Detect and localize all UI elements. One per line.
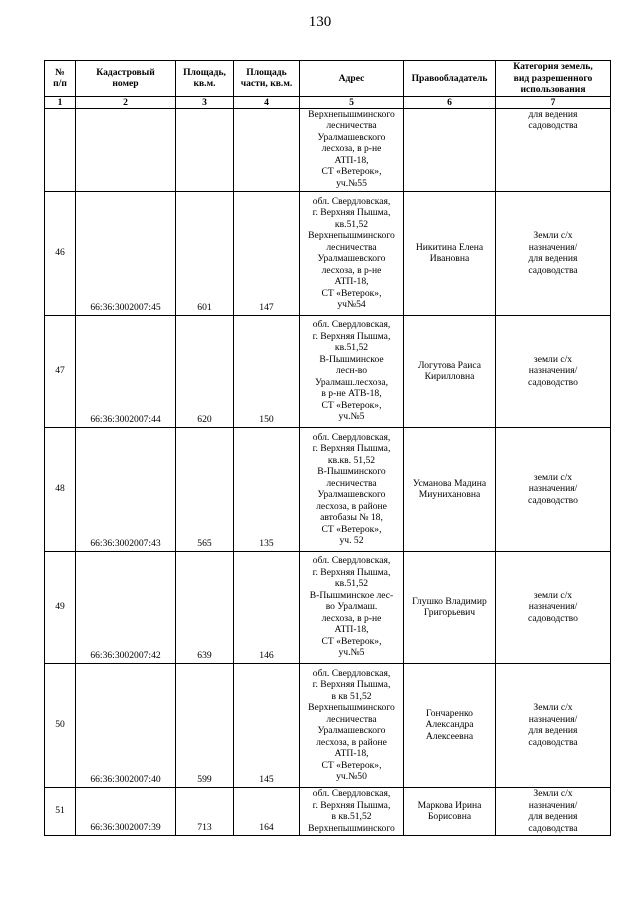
- address-line: В-Пышминское лес-: [309, 589, 394, 601]
- address-line: Уралмашевского: [317, 253, 386, 264]
- category-line: Земли с/х: [533, 788, 573, 799]
- header-line: п/п: [53, 78, 67, 90]
- address-line: г. Верхняя Пышма,: [312, 799, 391, 811]
- cell-address: [300, 315, 404, 427]
- address-line: лесничества: [326, 713, 377, 725]
- owner-line: Алексеевна: [425, 730, 474, 742]
- column-number: 2: [76, 96, 176, 108]
- header-line: Правообладатель: [411, 72, 488, 84]
- header-line: кв.м.: [193, 78, 216, 90]
- cell-owner: [404, 787, 496, 835]
- address-line: в кв.51,52: [331, 811, 372, 822]
- address-line: СТ «Ветерок»,: [321, 523, 382, 535]
- cell-owner: [404, 427, 496, 551]
- address-line: СТ «Ветерок»,: [321, 287, 382, 299]
- cell-area: 599: [176, 663, 234, 787]
- header-line: номер: [112, 78, 139, 90]
- header-line: Кадастровый: [96, 66, 155, 78]
- address-line: В-Пышминского: [317, 466, 386, 477]
- address-line: кв.51,52: [334, 218, 369, 230]
- address-line: обл. Свердловская,: [312, 788, 391, 799]
- header-num: [45, 61, 76, 97]
- address-line: Уралмашевского: [317, 131, 386, 143]
- cell-cadastral: 66:36:3002007:42: [76, 551, 176, 663]
- cell-part-area: [234, 108, 300, 191]
- cell-part-area: 147: [234, 191, 300, 315]
- cell-area: 639: [176, 551, 234, 663]
- address-line: г. Верхняя Пышма,: [312, 679, 391, 690]
- cell-cadastral: 66:36:3002007:43: [76, 427, 176, 551]
- owner-line: Григорьевич: [423, 607, 476, 618]
- owner-line: Маркова Ирина: [417, 799, 482, 811]
- cell-part-area: 145: [234, 663, 300, 787]
- header-cadastral: [76, 61, 176, 97]
- address-line: кв.кв. 51,52: [327, 454, 376, 466]
- category-line: для ведения: [528, 108, 578, 120]
- owner-line: Ивановна: [429, 253, 470, 264]
- category-line: для ведения: [528, 725, 578, 736]
- cell-owner: [404, 551, 496, 663]
- cell-num: 48: [45, 427, 76, 551]
- column-number: 1: [45, 96, 76, 108]
- address-line: уч№54: [337, 299, 366, 310]
- owner-line: Борисовна: [427, 811, 472, 822]
- cell-category: [496, 427, 611, 551]
- address-line: лесничества: [326, 477, 377, 489]
- address-line: АТП-18,: [334, 276, 369, 287]
- header-line: Площадь: [246, 66, 287, 78]
- cell-owner: [404, 315, 496, 427]
- table-row: [45, 663, 611, 787]
- table-row: [45, 315, 611, 427]
- category-line: Земли с/х: [533, 702, 573, 713]
- cell-part-area: 164: [234, 787, 300, 835]
- category-line: земли с/х: [533, 353, 573, 365]
- address-line: уч.№50: [336, 771, 367, 782]
- address-line: обл. Свердловская,: [312, 319, 391, 331]
- address-line: обл. Свердловская,: [312, 555, 391, 567]
- address-line: лесхоза, в р-не: [321, 264, 382, 276]
- header-line: №: [55, 66, 65, 78]
- cell-area: 601: [176, 191, 234, 315]
- owner-line: Кирилловна: [424, 371, 475, 382]
- column-number: 4: [234, 96, 300, 108]
- address-line: уч.№5: [338, 411, 365, 423]
- cell-address: [300, 191, 404, 315]
- owner-line: Миунихановна: [418, 489, 481, 500]
- header-line: части, кв.м.: [240, 78, 293, 90]
- address-line: кв.51,52: [334, 578, 369, 590]
- cell-address: [300, 787, 404, 835]
- address-line: Верхнепышминского: [308, 822, 395, 834]
- cell-address: [300, 663, 404, 787]
- address-line: Верхнепышминского: [308, 108, 395, 120]
- cell-owner: [404, 108, 496, 191]
- address-line: в р-не АТВ-18,: [321, 388, 382, 400]
- cell-owner: [404, 191, 496, 315]
- cell-num: 51: [45, 787, 76, 835]
- address-line: в кв 51,52: [331, 690, 372, 702]
- header-category: [496, 61, 611, 97]
- cell-num: 46: [45, 191, 76, 315]
- address-line: Уралмашевского: [317, 489, 386, 500]
- cell-cadastral: 66:36:3002007:39: [76, 787, 176, 835]
- table-row-continuation: [45, 108, 611, 191]
- category-line: для ведения: [528, 811, 578, 822]
- cell-area: [176, 108, 234, 191]
- address-line: АТП-18,: [334, 154, 369, 166]
- category-line: назначения/: [528, 365, 578, 377]
- owner-line: Логутова Раиса: [417, 359, 482, 371]
- table-row: [45, 787, 611, 835]
- cell-area: 713: [176, 787, 234, 835]
- address-line: АТП-18,: [334, 624, 369, 636]
- cell-num: 50: [45, 663, 76, 787]
- address-line: кв.51,52: [334, 342, 369, 354]
- address-line: СТ «Ветерок»,: [321, 166, 382, 177]
- cell-owner: [404, 663, 496, 787]
- owner-line: Никитина Елена: [415, 241, 484, 253]
- address-line: обл. Свердловская,: [312, 431, 391, 443]
- page-number: 130: [308, 14, 332, 30]
- address-line: В-Пышминское: [319, 353, 384, 365]
- header-row: [45, 61, 611, 97]
- land-registry-table: [44, 60, 611, 836]
- category-line: садоводство: [528, 494, 578, 506]
- category-line: садоводства: [528, 822, 578, 834]
- cell-cadastral: 66:36:3002007:45: [76, 191, 176, 315]
- address-line: лесн-во: [335, 365, 368, 377]
- category-line: для ведения: [528, 253, 578, 264]
- cell-address: [300, 551, 404, 663]
- cell-part-area: 135: [234, 427, 300, 551]
- cell-category: [496, 551, 611, 663]
- address-line: лесхоза, в р-не: [321, 612, 382, 624]
- address-line: г. Верхняя Пышма,: [312, 443, 391, 454]
- address-line: г. Верхняя Пышма,: [312, 566, 391, 578]
- address-line: лесхоза, в районе: [316, 736, 387, 748]
- cell-address: [300, 108, 404, 191]
- address-line: СТ «Ветерок»,: [321, 635, 382, 647]
- address-line: Верхнепышминского: [308, 230, 395, 241]
- category-line: Земли с/х: [533, 230, 573, 241]
- address-line: Верхнепышминского: [308, 702, 395, 713]
- category-line: садоводства: [528, 736, 578, 748]
- cell-part-area: 150: [234, 315, 300, 427]
- owner-line: Глушко Владимир: [412, 595, 487, 607]
- column-number-row: [45, 96, 611, 108]
- column-number: 6: [404, 96, 496, 108]
- cell-num: 47: [45, 315, 76, 427]
- column-number: 7: [496, 96, 611, 108]
- cell-area: 565: [176, 427, 234, 551]
- address-line: лесничества: [326, 120, 377, 131]
- header-area: [176, 61, 234, 97]
- category-line: назначения/: [528, 601, 578, 613]
- cell-address: [300, 427, 404, 551]
- column-number: 5: [300, 96, 404, 108]
- column-number: 3: [176, 96, 234, 108]
- category-line: садоводства: [528, 120, 578, 131]
- category-line: назначения/: [528, 483, 578, 495]
- cell-category: [496, 108, 611, 191]
- header-line: вид разрешенного: [513, 72, 593, 84]
- cell-part-area: 146: [234, 551, 300, 663]
- cell-category: [496, 191, 611, 315]
- cell-num: 49: [45, 551, 76, 663]
- header-part-area: [234, 61, 300, 97]
- address-line: лесничества: [326, 241, 377, 253]
- address-line: автобазы № 18,: [320, 512, 383, 523]
- cell-category: [496, 315, 611, 427]
- category-line: земли с/х: [533, 589, 573, 601]
- address-line: уч.№55: [336, 177, 367, 189]
- owner-line: Александра: [425, 719, 474, 731]
- owner-line: Гончаренко: [426, 707, 473, 719]
- category-line: назначения/: [528, 713, 578, 725]
- header-owner: [404, 61, 496, 97]
- cell-area: 620: [176, 315, 234, 427]
- category-line: земли с/х: [533, 471, 573, 483]
- address-line: лесхоза, в р-не: [321, 143, 382, 154]
- cell-category: [496, 663, 611, 787]
- address-line: г. Верхняя Пышма,: [312, 330, 391, 342]
- address-line: Уралмаш.лесхоза,: [314, 376, 389, 388]
- address-line: уч.№5: [338, 647, 365, 659]
- cell-cadastral: 66:36:3002007:40: [76, 663, 176, 787]
- cell-category: [496, 787, 611, 835]
- table-row: [45, 191, 611, 315]
- header-line: Площадь,: [183, 66, 226, 78]
- table-row: [45, 551, 611, 663]
- owner-line: Усманова Мадина: [412, 477, 487, 489]
- header-line: Адрес: [338, 72, 365, 84]
- address-line: г. Верхняя Пышма,: [312, 207, 391, 218]
- address-line: АТП-18,: [334, 748, 369, 759]
- address-line: лесхоза, в районе: [316, 500, 387, 512]
- category-line: садоводства: [528, 264, 578, 276]
- category-line: садоводство: [528, 612, 578, 624]
- cell-cadastral: [76, 108, 176, 191]
- address-line: СТ «Ветерок»,: [321, 399, 382, 411]
- cell-num: [45, 108, 76, 191]
- table-row: [45, 427, 611, 551]
- address-line: уч. 52: [339, 535, 364, 546]
- category-line: назначения/: [528, 799, 578, 811]
- address-line: СТ «Ветерок»,: [321, 759, 382, 771]
- header-line: Категория земель,: [513, 61, 593, 72]
- header-address: [300, 61, 404, 97]
- address-line: обл. Свердловская,: [312, 667, 391, 679]
- header-line: использования: [520, 84, 586, 95]
- cell-cadastral: 66:36:3002007:44: [76, 315, 176, 427]
- category-line: назначения/: [528, 241, 578, 253]
- address-line: Уралмашевского: [317, 725, 386, 736]
- address-line: обл. Свердловская,: [312, 195, 391, 207]
- category-line: садоводство: [528, 376, 578, 388]
- address-line: во Уралмаш.: [325, 601, 378, 613]
